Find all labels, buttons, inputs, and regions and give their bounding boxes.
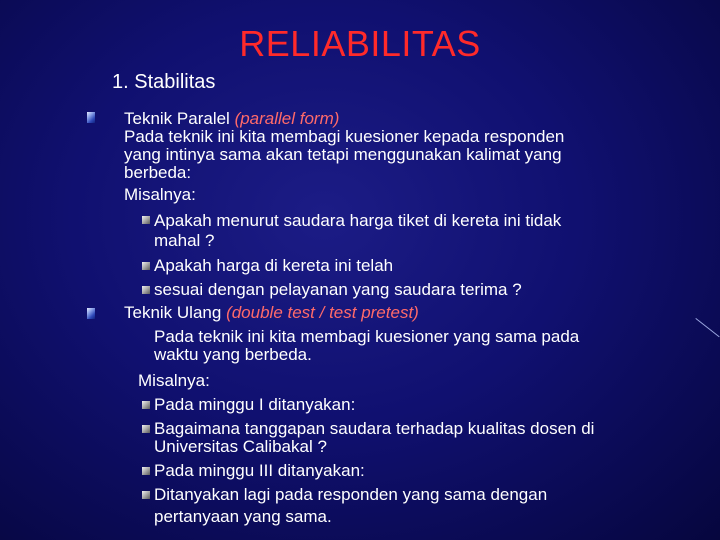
example-line: Bagaimana tanggapan saudara terhadap kualitas dosen di: [154, 419, 595, 438]
slide-title: RELIABILITAS: [239, 23, 481, 64]
square-bullet-icon: [142, 467, 150, 475]
square-bullet-icon: [142, 401, 150, 409]
example-line: mahal ?: [154, 231, 215, 250]
square-bullet-icon: [87, 112, 95, 123]
section-heading-italic: (double test / test pretest): [226, 303, 419, 322]
square-bullet-icon: [87, 308, 95, 319]
example-line: Apakah menurut saudara harga tiket di kereta ini tidak: [154, 211, 562, 230]
example-line: Universitas Calibakal ?: [154, 437, 327, 456]
example-line: Pada minggu I ditanyakan:: [154, 395, 356, 414]
description-line: yang intinya sama akan tetapi menggunakan kalimat yang: [124, 145, 562, 164]
example-line: Pada minggu III ditanyakan:: [154, 461, 365, 480]
example-label: Misalnya:: [124, 185, 196, 204]
square-bullet-icon: [142, 262, 150, 270]
section-heading-main: Teknik Ulang: [124, 303, 227, 322]
slide-subtitle: 1. Stabilitas: [112, 71, 216, 93]
square-bullet-icon: [142, 491, 150, 499]
section-heading: [124, 304, 419, 322]
square-bullet-icon: [142, 216, 150, 224]
example-label: Misalnya:: [138, 371, 210, 390]
section-heading: [124, 110, 339, 128]
square-bullet-icon: [142, 286, 150, 294]
example-line: Apakah harga di kereta ini telah: [154, 256, 394, 275]
example-line: Ditanyakan lagi pada responden yang sama dengan: [154, 485, 548, 504]
example-line: pertanyaan yang sama.: [154, 507, 332, 526]
description-line: Pada teknik ini kita membagi kuesioner kepada responden: [124, 127, 565, 146]
decorative-line: [695, 318, 719, 337]
description-line: Pada teknik ini kita membagi kuesioner yang sama pada: [154, 327, 580, 346]
square-bullet-icon: [142, 425, 150, 433]
description-line: berbeda:: [124, 163, 192, 182]
section-heading-italic: (parallel form): [234, 109, 340, 128]
example-line: sesuai dengan pelayanan yang saudara terima ?: [154, 280, 522, 299]
description-line: waktu yang berbeda.: [154, 345, 312, 364]
section-heading-main: Teknik Paralel: [124, 109, 235, 128]
